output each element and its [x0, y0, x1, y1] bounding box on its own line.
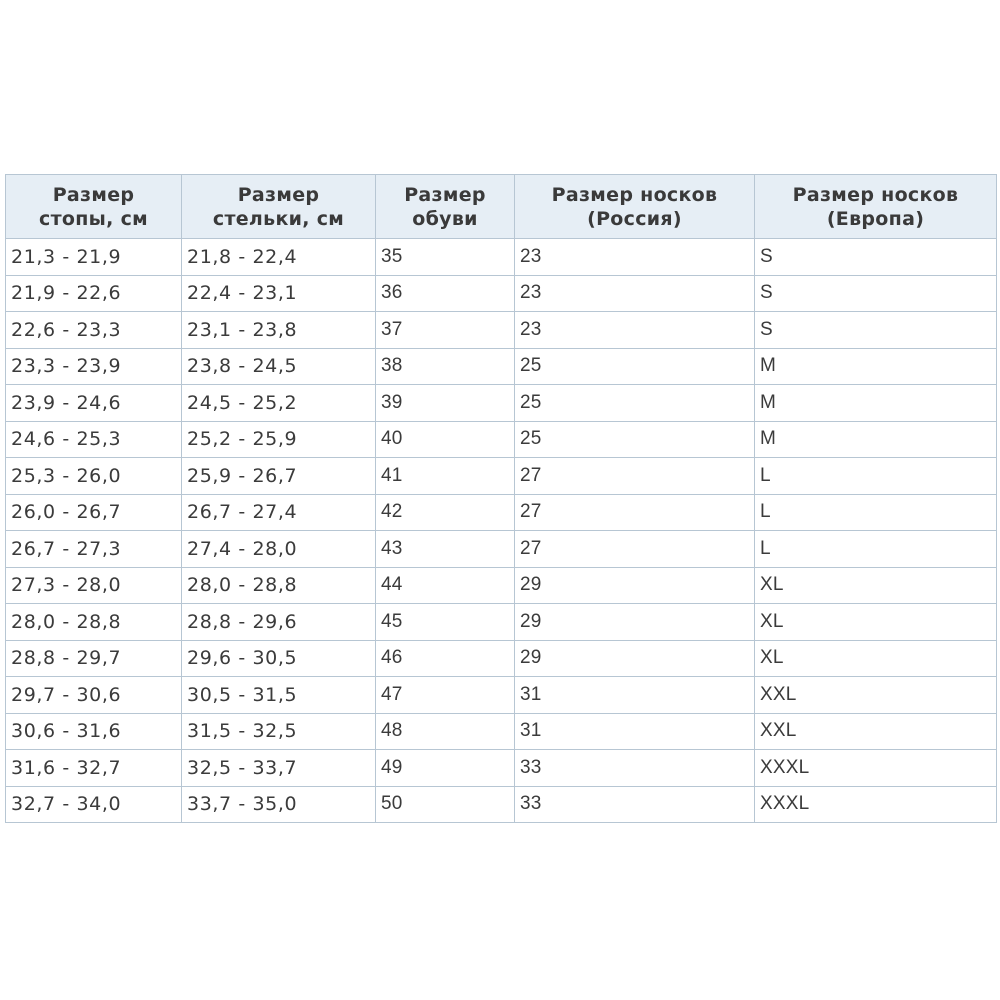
insole-size-cell: 29,6 - 30,5 [182, 640, 376, 677]
sock-size-russia-cell: 23 [515, 312, 755, 349]
shoe-size-cell: 49 [376, 750, 515, 787]
shoe-size-cell: 50 [376, 786, 515, 823]
shoe-size-cell: 42 [376, 494, 515, 531]
shoe-size-cell: 48 [376, 713, 515, 750]
sock-size-russia-cell: 29 [515, 604, 755, 641]
sock-size-russia-cell: 25 [515, 421, 755, 458]
insole-size-cell: 24,5 - 25,2 [182, 385, 376, 422]
sock-size-russia-cell: 33 [515, 750, 755, 787]
insole-size-cell: 27,4 - 28,0 [182, 531, 376, 568]
header-insole-size: Размер стельки, см [182, 175, 376, 239]
table-row [6, 312, 997, 349]
sock-size-russia-cell: 27 [515, 531, 755, 568]
shoe-size-cell: 37 [376, 312, 515, 349]
foot-size-cell: 30,6 - 31,6 [6, 713, 182, 750]
sock-size-europe-cell: XXXL [755, 750, 997, 787]
insole-size-cell: 21,8 - 22,4 [182, 239, 376, 276]
table-row [6, 385, 997, 422]
sock-size-russia-cell: 23 [515, 275, 755, 312]
foot-size-cell: 32,7 - 34,0 [6, 786, 182, 823]
insole-size-cell: 25,9 - 26,7 [182, 458, 376, 495]
foot-size-cell: 29,7 - 30,6 [6, 677, 182, 714]
sock-size-europe-cell: L [755, 458, 997, 495]
insole-size-cell: 33,7 - 35,0 [182, 786, 376, 823]
foot-size-cell: 26,0 - 26,7 [6, 494, 182, 531]
foot-size-cell: 28,0 - 28,8 [6, 604, 182, 641]
table-header [6, 175, 997, 239]
insole-size-cell: 26,7 - 27,4 [182, 494, 376, 531]
shoe-size-cell: 43 [376, 531, 515, 568]
foot-size-cell: 31,6 - 32,7 [6, 750, 182, 787]
header-row [6, 175, 997, 239]
shoe-size-cell: 47 [376, 677, 515, 714]
sock-size-russia-cell: 27 [515, 458, 755, 495]
sock-size-europe-cell: XXL [755, 677, 997, 714]
insole-size-cell: 23,8 - 24,5 [182, 348, 376, 385]
sock-size-europe-cell: L [755, 531, 997, 568]
insole-size-cell: 28,8 - 29,6 [182, 604, 376, 641]
shoe-size-cell: 36 [376, 275, 515, 312]
sock-size-europe-cell: S [755, 275, 997, 312]
header-sock-size-europe: Размер носков (Европа) [755, 175, 997, 239]
table-row [6, 458, 997, 495]
foot-size-cell: 23,9 - 24,6 [6, 385, 182, 422]
sock-size-europe-cell: XL [755, 604, 997, 641]
header-foot-size: Размер стопы, см [6, 175, 182, 239]
table-row [6, 239, 997, 276]
foot-size-cell: 22,6 - 23,3 [6, 312, 182, 349]
insole-size-cell: 30,5 - 31,5 [182, 677, 376, 714]
shoe-size-cell: 39 [376, 385, 515, 422]
shoe-size-cell: 35 [376, 239, 515, 276]
sock-size-russia-cell: 33 [515, 786, 755, 823]
sock-size-russia-cell: 31 [515, 713, 755, 750]
insole-size-cell: 31,5 - 32,5 [182, 713, 376, 750]
foot-size-cell: 23,3 - 23,9 [6, 348, 182, 385]
sock-size-europe-cell: XXL [755, 713, 997, 750]
sock-size-europe-cell: XL [755, 567, 997, 604]
table-row [6, 713, 997, 750]
table-row [6, 786, 997, 823]
table-row [6, 604, 997, 641]
shoe-size-cell: 40 [376, 421, 515, 458]
foot-size-cell: 27,3 - 28,0 [6, 567, 182, 604]
sock-size-russia-cell: 25 [515, 348, 755, 385]
foot-size-cell: 21,9 - 22,6 [6, 275, 182, 312]
header-sock-size-russia: Размер носков (Россия) [515, 175, 755, 239]
insole-size-cell: 23,1 - 23,8 [182, 312, 376, 349]
sock-size-europe-cell: S [755, 239, 997, 276]
shoe-size-cell: 44 [376, 567, 515, 604]
insole-size-cell: 32,5 - 33,7 [182, 750, 376, 787]
table-row [6, 421, 997, 458]
foot-size-cell: 25,3 - 26,0 [6, 458, 182, 495]
sock-size-europe-cell: S [755, 312, 997, 349]
shoe-size-cell: 46 [376, 640, 515, 677]
foot-size-cell: 26,7 - 27,3 [6, 531, 182, 568]
sock-size-russia-cell: 29 [515, 640, 755, 677]
insole-size-cell: 22,4 - 23,1 [182, 275, 376, 312]
sock-size-russia-cell: 31 [515, 677, 755, 714]
header-shoe-size: Размер обуви [376, 175, 515, 239]
shoe-size-cell: 41 [376, 458, 515, 495]
table-row [6, 677, 997, 714]
table-row [6, 640, 997, 677]
sock-size-europe-cell: L [755, 494, 997, 531]
sock-size-europe-cell: XXXL [755, 786, 997, 823]
sock-size-russia-cell: 25 [515, 385, 755, 422]
sock-size-russia-cell: 23 [515, 239, 755, 276]
sock-size-russia-cell: 29 [515, 567, 755, 604]
sock-size-europe-cell: M [755, 348, 997, 385]
shoe-size-cell: 38 [376, 348, 515, 385]
size-chart-table [5, 174, 997, 823]
table-body [6, 239, 997, 823]
foot-size-cell: 21,3 - 21,9 [6, 239, 182, 276]
table-row [6, 750, 997, 787]
table-row [6, 348, 997, 385]
sock-size-europe-cell: M [755, 385, 997, 422]
table-row [6, 494, 997, 531]
table-row [6, 531, 997, 568]
table-row [6, 567, 997, 604]
foot-size-cell: 28,8 - 29,7 [6, 640, 182, 677]
table-row [6, 275, 997, 312]
sock-size-europe-cell: M [755, 421, 997, 458]
sock-size-europe-cell: XL [755, 640, 997, 677]
foot-size-cell: 24,6 - 25,3 [6, 421, 182, 458]
shoe-size-cell: 45 [376, 604, 515, 641]
insole-size-cell: 25,2 - 25,9 [182, 421, 376, 458]
sock-size-russia-cell: 27 [515, 494, 755, 531]
insole-size-cell: 28,0 - 28,8 [182, 567, 376, 604]
